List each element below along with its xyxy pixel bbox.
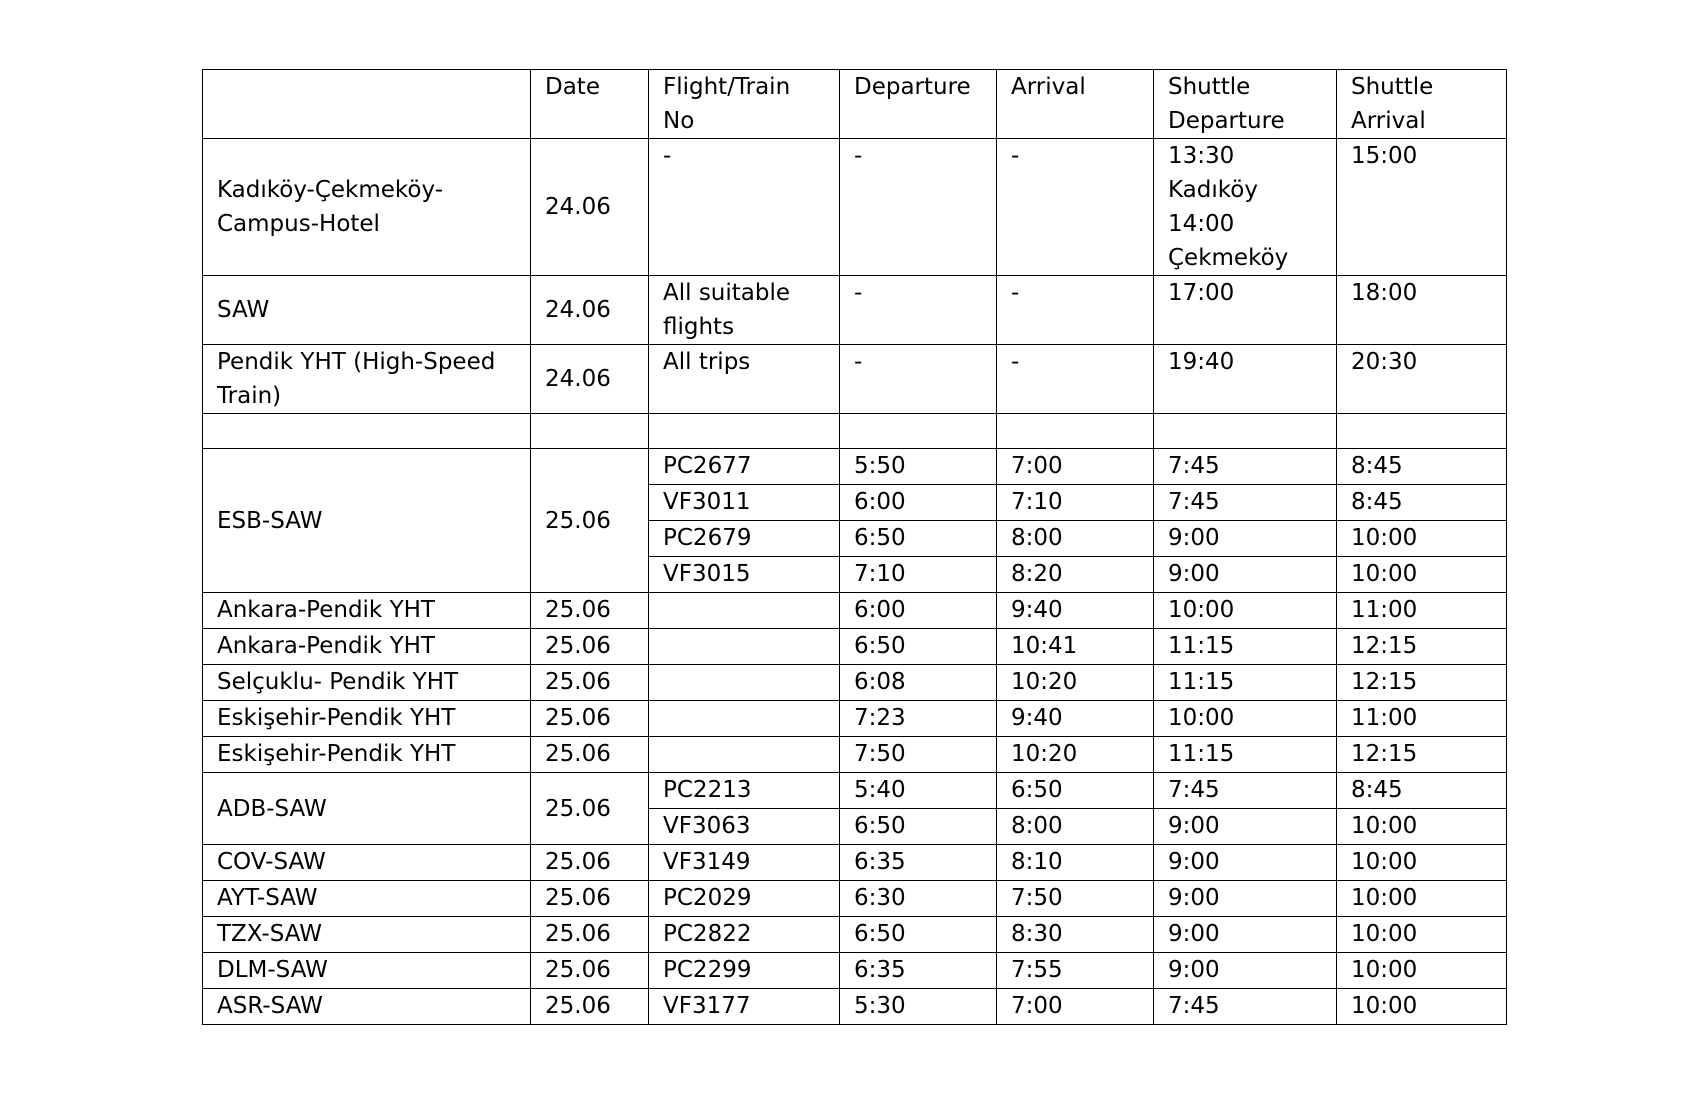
route-cell: TZX-SAW xyxy=(203,917,531,953)
shuttle-departure-line: 13:30 xyxy=(1168,143,1235,169)
route-cell xyxy=(203,345,531,414)
route-cell: AYT-SAW xyxy=(203,881,531,917)
departure-cell: - xyxy=(840,276,997,345)
departure-cell: 6:50 xyxy=(840,809,997,845)
shuttle-departure-cell: 17:00 xyxy=(1154,276,1337,345)
departure-cell: 6:00 xyxy=(840,485,997,521)
arrival-cell: 7:50 xyxy=(997,881,1154,917)
empty-cell xyxy=(840,414,997,449)
flight-cell xyxy=(649,701,840,737)
shuttle-departure-line: 14:00 xyxy=(1168,211,1235,237)
flight-cell: VF3011 xyxy=(649,485,840,521)
flight-cell: VF3015 xyxy=(649,557,840,593)
shuttle-departure-line: Kadıköy xyxy=(1168,177,1258,203)
shuttle-arrival-cell: 10:00 xyxy=(1337,953,1507,989)
header-flight-no-line: Flight/Train xyxy=(663,74,791,100)
date-cell: 25.06 xyxy=(531,737,649,773)
header-shuttle-arrival xyxy=(1337,70,1507,139)
table-row xyxy=(203,737,1507,773)
arrival-cell: - xyxy=(997,345,1154,414)
flight-cell xyxy=(649,629,840,665)
table-row xyxy=(203,629,1507,665)
table-row xyxy=(203,139,1507,276)
route-line: Kadıköy-Çekmeköy- xyxy=(217,177,444,203)
date-cell: 25.06 xyxy=(531,989,649,1025)
date-cell: 25.06 xyxy=(531,701,649,737)
arrival-cell: 10:20 xyxy=(997,737,1154,773)
shuttle-arrival-cell: 12:15 xyxy=(1337,629,1507,665)
departure-cell: 7:10 xyxy=(840,557,997,593)
route-cell: ASR-SAW xyxy=(203,989,531,1025)
shuttle-arrival-cell: 12:15 xyxy=(1337,737,1507,773)
flight-cell: PC2029 xyxy=(649,881,840,917)
header-shuttle-arrival-line: Shuttle xyxy=(1351,74,1434,100)
departure-cell: 6:50 xyxy=(840,521,997,557)
table-row xyxy=(203,276,1507,345)
shuttle-departure-cell: 7:45 xyxy=(1154,449,1337,485)
shuttle-departure-cell: 9:00 xyxy=(1154,809,1337,845)
header-date: Date xyxy=(531,70,649,139)
shuttle-arrival-cell: 11:00 xyxy=(1337,701,1507,737)
date-cell: 25.06 xyxy=(531,845,649,881)
table-row xyxy=(203,593,1507,629)
date-cell: 25.06 xyxy=(531,629,649,665)
departure-cell: 5:30 xyxy=(840,989,997,1025)
departure-cell: 6:00 xyxy=(840,593,997,629)
departure-cell: 6:35 xyxy=(840,845,997,881)
arrival-cell: 8:30 xyxy=(997,917,1154,953)
flight-cell xyxy=(649,276,840,345)
departure-cell: 7:23 xyxy=(840,701,997,737)
shuttle-departure-cell: 9:00 xyxy=(1154,557,1337,593)
shuttle-arrival-cell: 8:45 xyxy=(1337,449,1507,485)
date-cell: 25.06 xyxy=(531,917,649,953)
arrival-cell: 7:00 xyxy=(997,449,1154,485)
flight-cell: VF3063 xyxy=(649,809,840,845)
table-row xyxy=(203,773,1507,809)
table-row xyxy=(203,701,1507,737)
table-row xyxy=(203,449,1507,485)
arrival-cell: 9:40 xyxy=(997,701,1154,737)
header-arrival: Arrival xyxy=(997,70,1154,139)
header-departure: Departure xyxy=(840,70,997,139)
shuttle-departure-cell: 7:45 xyxy=(1154,773,1337,809)
header-shuttle-departure-line: Shuttle xyxy=(1168,74,1251,100)
route-cell: SAW xyxy=(203,276,531,345)
departure-cell: - xyxy=(840,345,997,414)
date-cell: 24.06 xyxy=(531,139,649,276)
empty-row xyxy=(203,414,1507,449)
route-cell: Eskişehir-Pendik YHT xyxy=(203,737,531,773)
shuttle-departure-cell: 9:00 xyxy=(1154,953,1337,989)
shuttle-arrival-cell: 18:00 xyxy=(1337,276,1507,345)
table-row xyxy=(203,881,1507,917)
table-row xyxy=(203,845,1507,881)
date-cell: 25.06 xyxy=(531,593,649,629)
shuttle-departure-cell: 9:00 xyxy=(1154,917,1337,953)
shuttle-arrival-cell: 10:00 xyxy=(1337,557,1507,593)
empty-cell xyxy=(649,414,840,449)
shuttle-departure-cell: 9:00 xyxy=(1154,521,1337,557)
table-row xyxy=(203,665,1507,701)
arrival-cell: 9:40 xyxy=(997,593,1154,629)
arrival-cell: 8:10 xyxy=(997,845,1154,881)
shuttle-departure-cell: 11:15 xyxy=(1154,737,1337,773)
header-flight-no xyxy=(649,70,840,139)
departure-cell: 6:35 xyxy=(840,953,997,989)
table-row xyxy=(203,917,1507,953)
shuttle-arrival-cell: 10:00 xyxy=(1337,845,1507,881)
shuttle-departure-cell: 7:45 xyxy=(1154,989,1337,1025)
shuttle-arrival-cell: 10:00 xyxy=(1337,521,1507,557)
empty-cell xyxy=(203,414,531,449)
departure-cell: 5:50 xyxy=(840,449,997,485)
date-cell: 25.06 xyxy=(531,665,649,701)
arrival-cell: - xyxy=(997,276,1154,345)
departure-cell: 6:50 xyxy=(840,629,997,665)
route-line: Campus-Hotel xyxy=(217,211,380,237)
schedule-body xyxy=(203,70,1507,1025)
shuttle-schedule-table xyxy=(202,69,1507,1025)
date-cell: 25.06 xyxy=(531,773,649,845)
arrival-cell: 10:41 xyxy=(997,629,1154,665)
route-cell: ADB-SAW xyxy=(203,773,531,845)
header-route xyxy=(203,70,531,139)
table-row xyxy=(203,953,1507,989)
shuttle-arrival-cell: 12:15 xyxy=(1337,665,1507,701)
route-line: Pendik YHT (High-Speed xyxy=(217,349,496,375)
flight-cell: PC2213 xyxy=(649,773,840,809)
date-cell: 25.06 xyxy=(531,881,649,917)
header-flight-no-line: No xyxy=(663,108,695,134)
arrival-cell: 8:00 xyxy=(997,521,1154,557)
shuttle-departure-cell: 7:45 xyxy=(1154,485,1337,521)
header-shuttle-departure xyxy=(1154,70,1337,139)
arrival-cell: 7:55 xyxy=(997,953,1154,989)
route-cell xyxy=(203,139,531,276)
table-row xyxy=(203,345,1507,414)
shuttle-arrival-cell: 10:00 xyxy=(1337,809,1507,845)
shuttle-departure-cell: 10:00 xyxy=(1154,593,1337,629)
arrival-cell: 10:20 xyxy=(997,665,1154,701)
shuttle-departure-cell: 11:15 xyxy=(1154,629,1337,665)
flight-cell xyxy=(649,665,840,701)
shuttle-departure-cell xyxy=(1154,139,1337,276)
arrival-cell: 6:50 xyxy=(997,773,1154,809)
flight-cell: PC2679 xyxy=(649,521,840,557)
flight-cell: PC2299 xyxy=(649,953,840,989)
header-shuttle-departure-line: Departure xyxy=(1168,108,1285,134)
route-cell: ESB-SAW xyxy=(203,449,531,593)
date-cell: 25.06 xyxy=(531,449,649,593)
shuttle-arrival-cell: 15:00 xyxy=(1337,139,1507,276)
flight-cell xyxy=(649,737,840,773)
arrival-cell: 7:00 xyxy=(997,989,1154,1025)
header-shuttle-arrival-line: Arrival xyxy=(1351,108,1426,134)
arrival-cell: 7:10 xyxy=(997,485,1154,521)
shuttle-departure-cell: 19:40 xyxy=(1154,345,1337,414)
route-line: Train) xyxy=(217,383,282,409)
flight-cell: VF3149 xyxy=(649,845,840,881)
arrival-cell: 8:20 xyxy=(997,557,1154,593)
date-cell: 25.06 xyxy=(531,953,649,989)
shuttle-arrival-cell: 10:00 xyxy=(1337,989,1507,1025)
flight-line: All suitable xyxy=(663,280,791,306)
flight-cell: All trips xyxy=(649,345,840,414)
empty-cell xyxy=(1337,414,1507,449)
flight-cell: PC2822 xyxy=(649,917,840,953)
shuttle-departure-cell: 11:15 xyxy=(1154,665,1337,701)
shuttle-departure-cell: 9:00 xyxy=(1154,881,1337,917)
departure-cell: 6:30 xyxy=(840,881,997,917)
empty-cell xyxy=(997,414,1154,449)
date-cell: 24.06 xyxy=(531,345,649,414)
shuttle-arrival-cell: 20:30 xyxy=(1337,345,1507,414)
shuttle-arrival-cell: 10:00 xyxy=(1337,917,1507,953)
empty-cell xyxy=(1154,414,1337,449)
shuttle-arrival-cell: 8:45 xyxy=(1337,485,1507,521)
route-cell: COV-SAW xyxy=(203,845,531,881)
empty-cell xyxy=(531,414,649,449)
shuttle-arrival-cell: 11:00 xyxy=(1337,593,1507,629)
flight-cell: PC2677 xyxy=(649,449,840,485)
shuttle-departure-line: Çekmeköy xyxy=(1168,245,1289,271)
departure-cell: 6:50 xyxy=(840,917,997,953)
flight-cell xyxy=(649,593,840,629)
flight-cell: VF3177 xyxy=(649,989,840,1025)
shuttle-departure-cell: 9:00 xyxy=(1154,845,1337,881)
route-cell: Ankara-Pendik YHT xyxy=(203,593,531,629)
departure-cell: 5:40 xyxy=(840,773,997,809)
shuttle-arrival-cell: 10:00 xyxy=(1337,881,1507,917)
route-cell: Eskişehir-Pendik YHT xyxy=(203,701,531,737)
shuttle-departure-cell: 10:00 xyxy=(1154,701,1337,737)
flight-cell: - xyxy=(649,139,840,276)
arrival-cell: 8:00 xyxy=(997,809,1154,845)
route-cell: DLM-SAW xyxy=(203,953,531,989)
header-row xyxy=(203,70,1507,139)
departure-cell: - xyxy=(840,139,997,276)
departure-cell: 7:50 xyxy=(840,737,997,773)
table-row xyxy=(203,989,1507,1025)
route-cell: Selçuklu- Pendik YHT xyxy=(203,665,531,701)
shuttle-arrival-cell: 8:45 xyxy=(1337,773,1507,809)
date-cell: 24.06 xyxy=(531,276,649,345)
arrival-cell: - xyxy=(997,139,1154,276)
route-cell: Ankara-Pendik YHT xyxy=(203,629,531,665)
departure-cell: 6:08 xyxy=(840,665,997,701)
flight-line: flights xyxy=(663,314,735,340)
